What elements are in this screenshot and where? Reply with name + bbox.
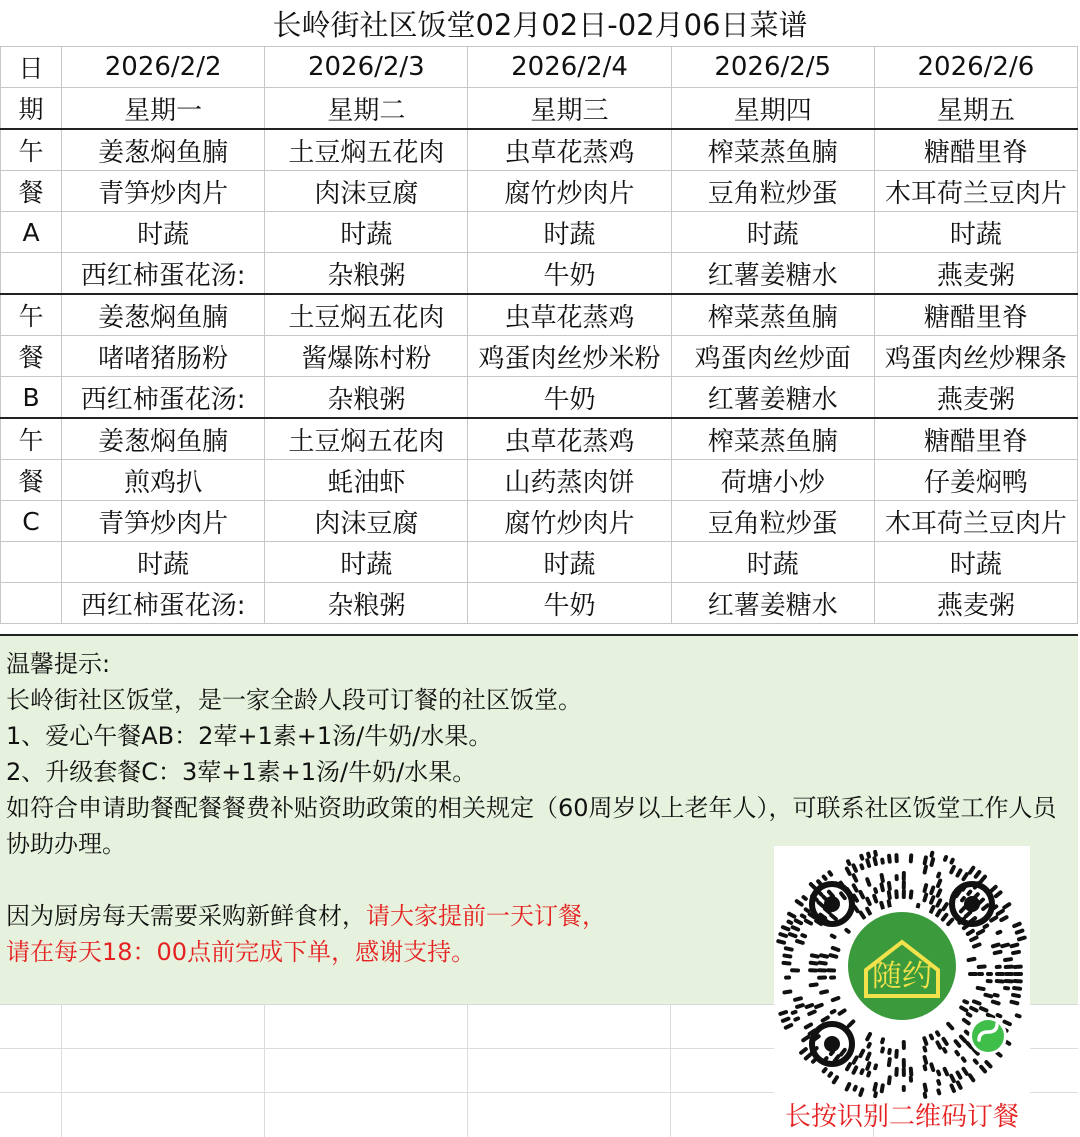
dish-cell: 时蔬 <box>62 212 265 253</box>
table-row <box>1 377 1078 419</box>
page-title: 长岭街社区饭堂02月02日-02月06日菜谱 <box>272 8 808 42</box>
dish-cell: 土豆焖五花肉 <box>265 294 468 336</box>
dish-cell: 荷塘小炒 <box>671 460 874 501</box>
qr-code-graphic <box>774 846 1030 1102</box>
weekday-cell: 星期四 <box>671 88 874 130</box>
notes-item-2: 2、升级套餐C：3荤+1素+1汤/牛奶/水果。 <box>6 758 477 786</box>
dish-cell: 榨菜蒸鱼腩 <box>671 129 874 171</box>
date-cell: 2026/2/2 <box>62 47 265 88</box>
notes-order-plain: 因为厨房每天需要采购新鲜食材， <box>6 902 366 930</box>
notes-item-1: 1、爱心午餐AB：2荤+1素+1汤/牛奶/水果。 <box>6 722 493 750</box>
dish-cell: 时蔬 <box>468 212 671 253</box>
dish-cell: 山药蒸肉饼 <box>468 460 671 501</box>
meal-label-cell <box>1 542 62 583</box>
dish-cell: 酱爆陈村粉 <box>265 336 468 377</box>
qr-logo-text: 随约 <box>872 959 932 994</box>
dish-cell: 西红柿蛋花汤: <box>62 377 265 419</box>
dish-cell: 青笋炒肉片 <box>62 501 265 542</box>
table-row <box>1 294 1078 336</box>
dish-cell: 杂粮粥 <box>265 377 468 419</box>
dish-cell: 肉沫豆腐 <box>265 171 468 212</box>
weekday-cell: 星期五 <box>874 88 1077 130</box>
dish-cell: 肉沫豆腐 <box>265 501 468 542</box>
dish-cell: 西红柿蛋花汤: <box>62 583 265 624</box>
weekday-cell: 星期三 <box>468 88 671 130</box>
meal-label-cell: 餐 <box>1 460 62 501</box>
dish-cell: 虫草花蒸鸡 <box>468 129 671 171</box>
weekday-cell: 星期一 <box>62 88 265 130</box>
table-row <box>1 501 1078 542</box>
dish-cell: 青笋炒肉片 <box>62 171 265 212</box>
dish-cell: 姜葱焖鱼腩 <box>62 418 265 460</box>
dish-cell: 时蔬 <box>874 212 1077 253</box>
dish-cell: 姜葱焖鱼腩 <box>62 294 265 336</box>
dish-cell: 腐竹炒肉片 <box>468 171 671 212</box>
weekday-cell: 星期二 <box>265 88 468 130</box>
mini-program-icon <box>972 1020 1004 1052</box>
table-row <box>1 171 1078 212</box>
dish-cell: 时蔬 <box>468 542 671 583</box>
dish-cell: 牛奶 <box>468 253 671 295</box>
dish-cell: 虫草花蒸鸡 <box>468 294 671 336</box>
dish-cell: 木耳荷兰豆肉片 <box>874 501 1077 542</box>
dish-cell: 糖醋里脊 <box>874 418 1077 460</box>
dish-cell: 木耳荷兰豆肉片 <box>874 171 1077 212</box>
dish-cell: 榨菜蒸鱼腩 <box>671 294 874 336</box>
dish-cell: 时蔬 <box>265 212 468 253</box>
table-row <box>1 212 1078 253</box>
qr-code[interactable] <box>774 846 1030 1102</box>
dish-cell: 榨菜蒸鱼腩 <box>671 418 874 460</box>
notes-order-red-2: 请在每天18：00点前完成下单，感谢支持。 <box>6 938 476 966</box>
dish-cell: 仔姜焖鸭 <box>874 460 1077 501</box>
date-cell: 2026/2/5 <box>671 47 874 88</box>
dish-cell: 豆角粒炒蛋 <box>671 501 874 542</box>
dish-cell: 时蔬 <box>671 212 874 253</box>
date-label-bottom: 期 <box>1 88 62 130</box>
meal-label-cell: 餐 <box>1 171 62 212</box>
dish-cell: 西红柿蛋花汤: <box>62 253 265 295</box>
date-label-top: 日 <box>1 47 62 88</box>
table-row <box>1 460 1078 501</box>
weekday-row <box>1 88 1078 130</box>
dish-cell: 土豆焖五花肉 <box>265 418 468 460</box>
date-cell: 2026/2/6 <box>874 47 1077 88</box>
table-row <box>1 418 1078 460</box>
dish-cell: 时蔬 <box>62 542 265 583</box>
meal-label-cell: 午 <box>1 129 62 171</box>
meal-label-cell: 餐 <box>1 336 62 377</box>
dish-cell: 红薯姜糖水 <box>671 377 874 419</box>
dish-cell: 豆角粒炒蛋 <box>671 171 874 212</box>
dish-cell: 土豆焖五花肉 <box>265 129 468 171</box>
notes-policy: 如符合申请助餐配餐餐费补贴资助政策的相关规定（60周岁以上老年人），可联系社区饭堂工作人员协助办理。 <box>6 794 1057 858</box>
meal-label-cell <box>1 253 62 295</box>
meal-label-cell: A <box>1 212 62 253</box>
dish-cell: 糖醋里脊 <box>874 294 1077 336</box>
dish-cell: 燕麦粥 <box>874 377 1077 419</box>
dish-cell: 红薯姜糖水 <box>671 583 874 624</box>
dish-cell: 虫草花蒸鸡 <box>468 418 671 460</box>
dish-cell: 糖醋里脊 <box>874 129 1077 171</box>
dish-cell: 红薯姜糖水 <box>671 253 874 295</box>
notes-heading: 温馨提示: <box>6 650 111 678</box>
meal-label-cell: B <box>1 377 62 419</box>
notes-order-red-1: 请大家提前一天订餐， <box>366 902 606 930</box>
date-row <box>1 47 1078 88</box>
dish-cell: 杂粮粥 <box>265 253 468 295</box>
meal-label-cell: 午 <box>1 418 62 460</box>
table-row <box>1 129 1078 171</box>
table-row <box>1 542 1078 583</box>
dish-cell: 杂粮粥 <box>265 583 468 624</box>
date-cell: 2026/2/4 <box>468 47 671 88</box>
dish-cell: 鸡蛋肉丝炒粿条 <box>874 336 1077 377</box>
notes-intro: 长岭街社区饭堂，是一家全龄人段可订餐的社区饭堂。 <box>6 686 582 714</box>
dish-cell: 姜葱焖鱼腩 <box>62 129 265 171</box>
dish-cell: 煎鸡扒 <box>62 460 265 501</box>
dish-cell: 牛奶 <box>468 583 671 624</box>
date-cell: 2026/2/3 <box>265 47 468 88</box>
dish-cell: 燕麦粥 <box>874 253 1077 295</box>
table-row <box>1 253 1078 295</box>
meal-label-cell: 午 <box>1 294 62 336</box>
dish-cell: 时蔬 <box>671 542 874 583</box>
qr-caption: 长按识别二维码订餐 <box>784 1102 1019 1132</box>
dish-cell: 鸡蛋肉丝炒面 <box>671 336 874 377</box>
dish-cell: 腐竹炒肉片 <box>468 501 671 542</box>
dish-cell: 牛奶 <box>468 377 671 419</box>
menu-table <box>0 46 1078 624</box>
table-row <box>1 336 1078 377</box>
dish-cell: 蚝油虾 <box>265 460 468 501</box>
dish-cell: 时蔬 <box>874 542 1077 583</box>
dish-cell: 鸡蛋肉丝炒米粉 <box>468 336 671 377</box>
table-row <box>1 583 1078 624</box>
dish-cell: 啫啫猪肠粉 <box>62 336 265 377</box>
dish-cell: 时蔬 <box>265 542 468 583</box>
meal-label-cell <box>1 583 62 624</box>
dish-cell: 燕麦粥 <box>874 583 1077 624</box>
meal-label-cell: C <box>1 501 62 542</box>
